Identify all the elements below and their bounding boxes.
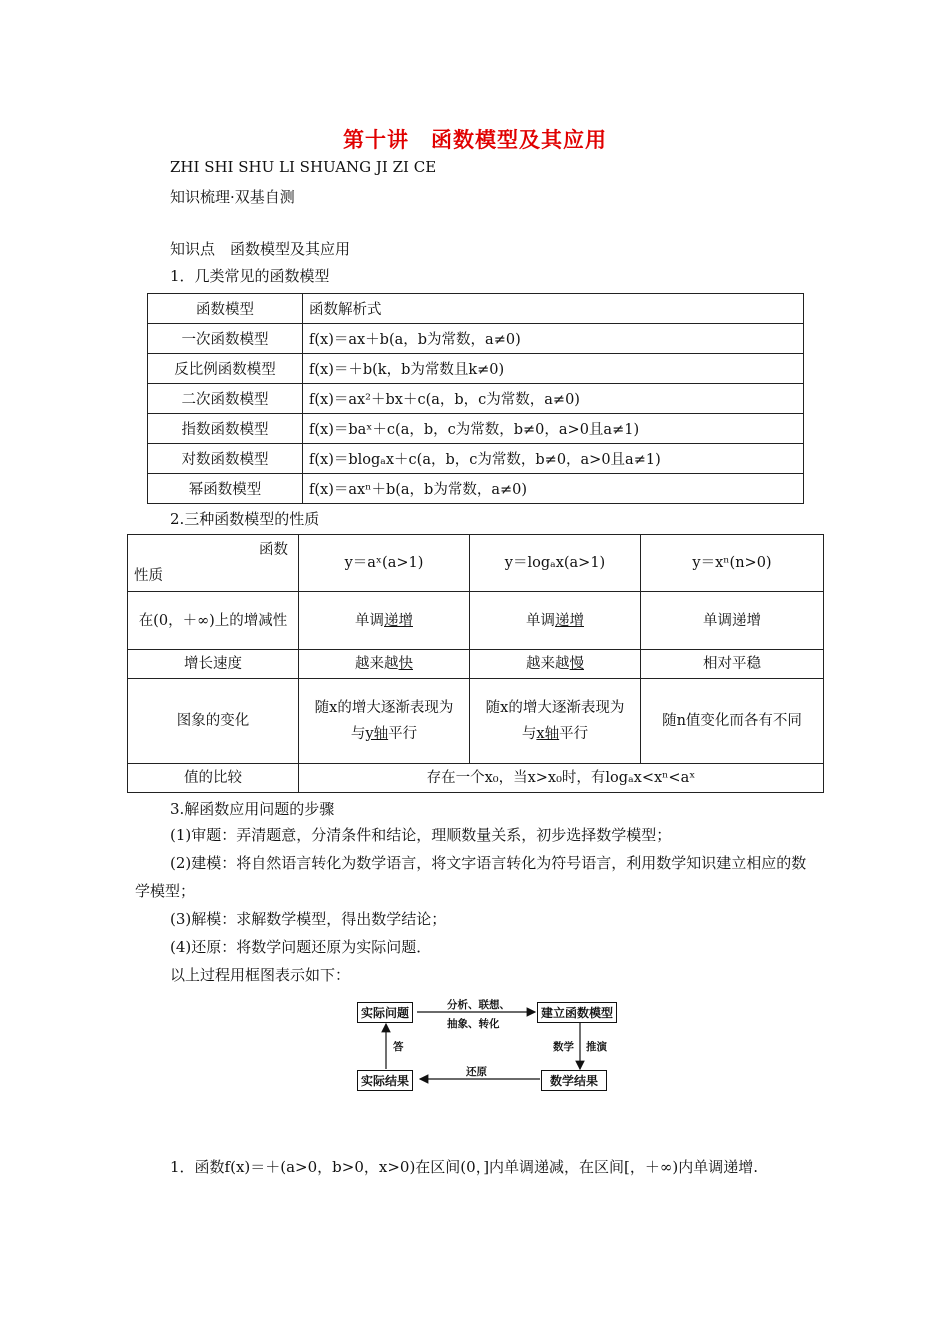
underlined-answer: 递增: [555, 612, 584, 629]
corner-cell: [128, 535, 299, 592]
graph-change-text: 随x的增大逐渐表现为: [485, 700, 625, 716]
column-header: y＝xⁿ(n>0): [641, 535, 824, 592]
underlined-answer: y轴: [365, 726, 389, 742]
table-row: [128, 535, 824, 592]
underlined-answer: 快: [398, 656, 413, 672]
graph-change-cell: 随n值变化而各有不同: [641, 679, 824, 764]
table-row: [148, 414, 804, 444]
growth-prefix: 越来越: [355, 656, 399, 672]
table-row: [148, 294, 804, 324]
page-title: 第十讲 函数模型及其应用: [343, 127, 607, 152]
monotonic-prefix: 单调: [526, 612, 555, 629]
model-name-cell: 二次函数模型: [148, 384, 303, 414]
table-row: [148, 444, 804, 474]
monotonic-cell: [299, 592, 470, 650]
formula-cell: f(x)＝blogₐx＋c(a，b，c为常数，b≠0，a>0且a≠1): [303, 444, 804, 474]
column-header: y＝logₐx(a>1): [470, 535, 641, 592]
section-heading: 知识梳理·双基自测: [170, 188, 295, 206]
growth-cell: [299, 650, 470, 679]
step-paragraph: (4)还原：将数学问题还原为实际问题．: [170, 938, 432, 956]
arrow-label-restore: 还原: [466, 1066, 487, 1078]
table-row: [148, 354, 804, 384]
monotonic-prefix: 单调: [355, 612, 384, 629]
underlined-answer: x轴: [536, 726, 560, 742]
step-paragraph: (1)审题：弄清题意，分清条件和结论，理顺数量关系，初步选择数学模型；: [170, 826, 672, 844]
corner-top-label: 函数: [259, 542, 288, 558]
item1-heading: 1．几类常见的函数模型: [170, 267, 330, 285]
growth-cell: [470, 650, 641, 679]
monotonic-cell: 单调递增: [641, 592, 824, 650]
item3-heading: 3.解函数应用问题的步骤: [170, 800, 335, 818]
table-row: [148, 384, 804, 414]
formula-cell: f(x)＝axⁿ＋b(a，b为常数，a≠0): [303, 474, 804, 504]
graph-change-cell: [299, 679, 470, 764]
arrow-label-math: 数学: [553, 1041, 574, 1053]
box-build-model: 建立函数模型: [537, 1002, 617, 1023]
knowledge-heading: 知识点 函数模型及其应用: [170, 240, 351, 258]
pinyin-line: ZHI SHI SHU LI SHUANG JI ZI CE: [170, 158, 437, 176]
model-name-cell: 一次函数模型: [148, 324, 303, 354]
table-row: [128, 650, 824, 679]
steps-block: [135, 821, 815, 989]
table-row: [128, 679, 824, 764]
growth-prefix: 越来越: [526, 656, 570, 672]
formula-cell: f(x)＝ax＋b(a，b为常数，a≠0): [303, 324, 804, 354]
box-real-result: 实际结果: [357, 1070, 413, 1091]
step-paragraph: (2)建模：将自然语言转化为数学语言，将文字语言转化为符号语言，利用数学知识建立相应的数学模型；: [135, 854, 807, 900]
exercise-text: 1．函数f(x)＝＋(a>0，b>0，x>0)在区间(0，]内单调递减，在区间[，＋∞)内单调递增.: [170, 1158, 759, 1176]
process-flowchart: [355, 997, 625, 1092]
table-header-cell: 函数解析式: [303, 294, 804, 324]
graph-change-text: 随x的增大逐渐表现为: [314, 700, 454, 716]
table-row: [148, 474, 804, 504]
row-label: 值的比较: [128, 764, 299, 793]
table-header-cell: 函数模型: [148, 294, 303, 324]
graph-change-text: 与x轴平行: [521, 726, 589, 742]
underlined-answer: 慢: [569, 656, 584, 672]
growth-cell: 相对平稳: [641, 650, 824, 679]
corner-bottom-label: 性质: [134, 568, 163, 584]
box-real-problem: 实际问题: [357, 1002, 413, 1023]
item2-heading: 2.三种函数模型的性质: [170, 510, 320, 528]
model-name-cell: 对数函数模型: [148, 444, 303, 474]
table-row: [148, 324, 804, 354]
row-label: 图象的变化: [128, 679, 299, 764]
model-name-cell: 指数函数模型: [148, 414, 303, 444]
table-row: [128, 764, 824, 793]
row-label: 在(0，＋∞)上的增减性: [128, 592, 299, 650]
properties-table: [127, 534, 824, 793]
arrow-label-deduce: 推演: [586, 1041, 607, 1053]
underlined-answer: 递增: [384, 612, 413, 629]
model-name-cell: 反比例函数模型: [148, 354, 303, 384]
arrow-label-abstract: 抽象、转化: [447, 1018, 500, 1030]
model-name-cell: 幂函数模型: [148, 474, 303, 504]
column-header: y＝aˣ(a>1): [299, 535, 470, 592]
arrow-label-answer: 答: [393, 1041, 404, 1053]
graph-change-text: 与y轴平行: [350, 726, 418, 742]
step-paragraph: 以上过程用框图表示如下：: [170, 966, 351, 984]
row-label: 增长速度: [128, 650, 299, 679]
table-row: [128, 592, 824, 650]
formula-cell: f(x)＝＋b(k，b为常数且k≠0): [303, 354, 804, 384]
box-math-result: 数学结果: [541, 1070, 607, 1091]
graph-change-cell: [470, 679, 641, 764]
function-models-table: [147, 293, 804, 504]
formula-cell: f(x)＝ax²＋bx＋c(a，b，c为常数，a≠0): [303, 384, 804, 414]
step-paragraph: (3)解模：求解数学模型，得出数学结论；: [170, 910, 447, 928]
arrow-label-analyze: 分析、联想、: [447, 999, 510, 1011]
monotonic-cell: [470, 592, 641, 650]
comparison-cell: 存在一个x₀，当x>x₀时，有logₐx<xⁿ<aˣ: [299, 764, 824, 793]
formula-cell: f(x)＝baˣ＋c(a，b，c为常数，b≠0，a>0且a≠1): [303, 414, 804, 444]
